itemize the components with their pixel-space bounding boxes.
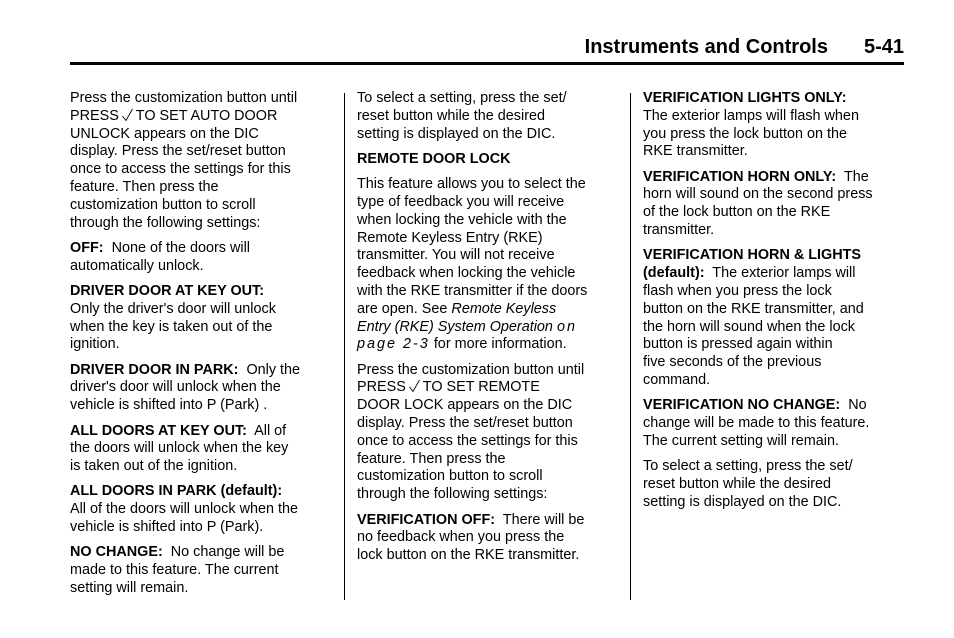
paragraph-driver-door-park xyxy=(70,362,332,415)
press-label: PRESS xyxy=(357,379,406,396)
text-line: feedback when locking the vehicle xyxy=(357,265,576,282)
setting-heading: NO CHANGE: xyxy=(70,544,163,561)
text-line: lock button on the RKE transmitter. xyxy=(357,547,580,564)
text-line: once to access the settings for this xyxy=(357,432,578,449)
text-line: horn will sound on the second press xyxy=(643,186,873,203)
text-line: reset button while the desired xyxy=(643,475,831,492)
text-line xyxy=(70,240,332,258)
text-line: transmitter. You will not receive xyxy=(357,247,555,264)
text-line: Press the customization button until xyxy=(357,361,585,378)
text-line: button on the RKE transmitter, and xyxy=(643,300,864,317)
text-line: To select a setting, press the set/ xyxy=(643,458,853,475)
text-line: button is pressed again within xyxy=(643,336,833,353)
text-line: customization button to scroll xyxy=(357,468,543,485)
text-line xyxy=(357,301,619,319)
text-fragment: Only the xyxy=(246,361,301,378)
page-header xyxy=(70,36,904,64)
text-line: command. xyxy=(643,371,711,388)
text-line: DOOR LOCK appears on the DIC xyxy=(357,397,573,414)
text-line xyxy=(70,544,332,562)
text-line: RKE transmitter. xyxy=(643,143,748,160)
text-line: Press the customization button until xyxy=(70,90,298,106)
text-fragment: There will be xyxy=(502,511,585,528)
text-fragment: No change will be xyxy=(170,544,285,561)
setting-heading: ALL DOORS AT KEY OUT: xyxy=(70,422,247,439)
paragraph-all-doors-park xyxy=(70,483,332,536)
check-icon xyxy=(121,108,134,122)
paragraph-verification-no-change xyxy=(643,397,905,450)
setting-heading: VERIFICATION OFF: xyxy=(357,511,496,528)
text-line xyxy=(643,397,905,415)
text-line: automatically unlock. xyxy=(70,257,204,274)
text-line: ignition. xyxy=(70,336,120,353)
text-line: The current setting will remain. xyxy=(643,432,839,449)
text-line: The exterior lamps will flash when xyxy=(643,107,859,124)
column-1 xyxy=(70,90,332,605)
text-line: setting is displayed on the DIC. xyxy=(357,125,556,142)
paragraph-remote-lock-intro xyxy=(357,362,619,504)
text-line: change will be made to this feature. xyxy=(643,415,870,432)
column-2 xyxy=(357,90,619,572)
paragraph-verification-horn-lights xyxy=(643,247,905,389)
setting-heading: OFF: xyxy=(70,239,104,256)
text-line: five seconds of the previous xyxy=(643,354,822,371)
paragraph-auto-unlock-intro xyxy=(70,90,332,232)
text-line: with the RKE transmitter if the doors xyxy=(357,282,588,299)
paragraph-select-setting xyxy=(357,90,619,143)
text-line: driver's door will unlock when the xyxy=(70,379,281,396)
text-line: through the following settings: xyxy=(70,214,261,231)
text-line: when the key is taken out of the xyxy=(70,318,273,335)
text-line: made to this feature. The current xyxy=(70,562,279,579)
cross-reference-link[interactable]: Remote Keyless xyxy=(451,300,557,317)
header-divider xyxy=(70,62,904,65)
text-fragment: All of xyxy=(254,422,287,439)
column-divider-1 xyxy=(344,93,345,600)
text-line: you press the lock button on the xyxy=(643,125,847,142)
page-title: Instruments and Controls xyxy=(584,36,828,58)
setting-heading: (default): xyxy=(643,265,705,282)
text-fragment: No xyxy=(848,397,867,414)
setting-heading: VERIFICATION LIGHTS ONLY: xyxy=(643,90,847,106)
paragraph-all-doors-key-out xyxy=(70,423,332,476)
cross-reference-link[interactable]: page 2-3 xyxy=(357,336,430,353)
text-line: the horn will sound when the lock xyxy=(643,318,855,335)
text-fragment: are open. See xyxy=(357,300,448,317)
text-line: transmitter. xyxy=(643,222,715,239)
text-line: type of feedback you will receive xyxy=(357,193,565,210)
text-line xyxy=(357,379,619,397)
page-number: 5-41 xyxy=(863,36,904,58)
text-fragment: The xyxy=(843,168,869,185)
text-line: when locking the vehicle with the xyxy=(357,211,567,228)
text-line: the doors will unlock when the key xyxy=(70,440,289,457)
paragraph-verification-horn-only xyxy=(643,169,905,240)
text-line: setting is displayed on the DIC. xyxy=(643,493,842,510)
text-line xyxy=(643,265,905,283)
setting-heading: VERIFICATION HORN ONLY: xyxy=(643,168,837,185)
text-line: reset button while the desired xyxy=(357,107,545,124)
text-line xyxy=(357,512,619,530)
text-line: of the lock button on the RKE xyxy=(643,204,831,221)
text-line: once to access the settings for this xyxy=(70,161,291,178)
text-line xyxy=(357,319,619,337)
text-line: Remote Keyless Entry (RKE) xyxy=(357,229,543,246)
paragraph-verification-off xyxy=(357,512,619,565)
text-line: feature. Then press the xyxy=(70,178,219,195)
cross-reference-link[interactable]: on xyxy=(556,318,577,335)
column-divider-2 xyxy=(630,93,631,600)
text-line xyxy=(70,108,332,126)
setting-heading: DRIVER DOOR IN PARK: xyxy=(70,361,239,378)
text-line: UNLOCK appears on the DIC xyxy=(70,125,259,142)
text-fragment: The exterior lamps will xyxy=(712,265,856,282)
text-line: To select a setting, press the set/ xyxy=(357,90,567,106)
text-line: vehicle is shifted into P (Park). xyxy=(70,519,264,536)
text-line: All of the doors will unlock when the xyxy=(70,501,298,518)
text-line: setting will remain. xyxy=(70,579,189,596)
setting-heading: VERIFICATION NO CHANGE: xyxy=(643,397,841,414)
paragraph-select-setting-2 xyxy=(643,458,905,511)
setting-heading: VERIFICATION HORN & LIGHTS xyxy=(643,247,861,264)
text-line: display. Press the set/reset button xyxy=(70,143,286,160)
paragraph-off xyxy=(70,240,332,276)
paragraph-no-change xyxy=(70,544,332,597)
paragraph-remote-door-lock-desc xyxy=(357,176,619,354)
text-fragment: TO SET AUTO DOOR xyxy=(135,107,278,124)
text-line: Only the driver's door will unlock xyxy=(70,300,276,317)
cross-reference-link[interactable]: Entry (RKE) System Operation xyxy=(357,318,553,335)
text-line: through the following settings: xyxy=(357,486,548,503)
paragraph-driver-door-key-out xyxy=(70,283,332,354)
setting-heading: DRIVER DOOR AT KEY OUT: xyxy=(70,282,265,299)
text-line: is taken out of the ignition. xyxy=(70,458,238,475)
text-line: no feedback when you press the xyxy=(357,529,565,546)
text-line: This feature allows you to select the xyxy=(357,176,586,193)
section-heading: REMOTE DOOR LOCK xyxy=(357,150,511,167)
text-line xyxy=(70,423,332,441)
setting-heading: ALL DOORS IN PARK (default): xyxy=(70,483,283,500)
check-icon xyxy=(408,379,421,393)
text-line xyxy=(643,169,905,187)
text-line xyxy=(357,336,619,354)
press-label: PRESS xyxy=(70,107,119,124)
paragraph-remote-door-lock-heading xyxy=(357,151,619,169)
paragraph-verification-lights-only xyxy=(643,90,905,161)
text-line: vehicle is shifted into P (Park) . xyxy=(70,397,268,414)
text-fragment: None of the doors will xyxy=(111,239,250,256)
text-fragment: for more information. xyxy=(433,336,567,353)
text-line: customization button to scroll xyxy=(70,196,256,213)
text-line: feature. Then press the xyxy=(357,450,506,467)
text-fragment: TO SET REMOTE xyxy=(422,379,540,396)
text-line: display. Press the set/reset button xyxy=(357,415,573,432)
text-line xyxy=(70,362,332,380)
column-3 xyxy=(643,90,905,519)
text-line: flash when you press the lock xyxy=(643,282,832,299)
